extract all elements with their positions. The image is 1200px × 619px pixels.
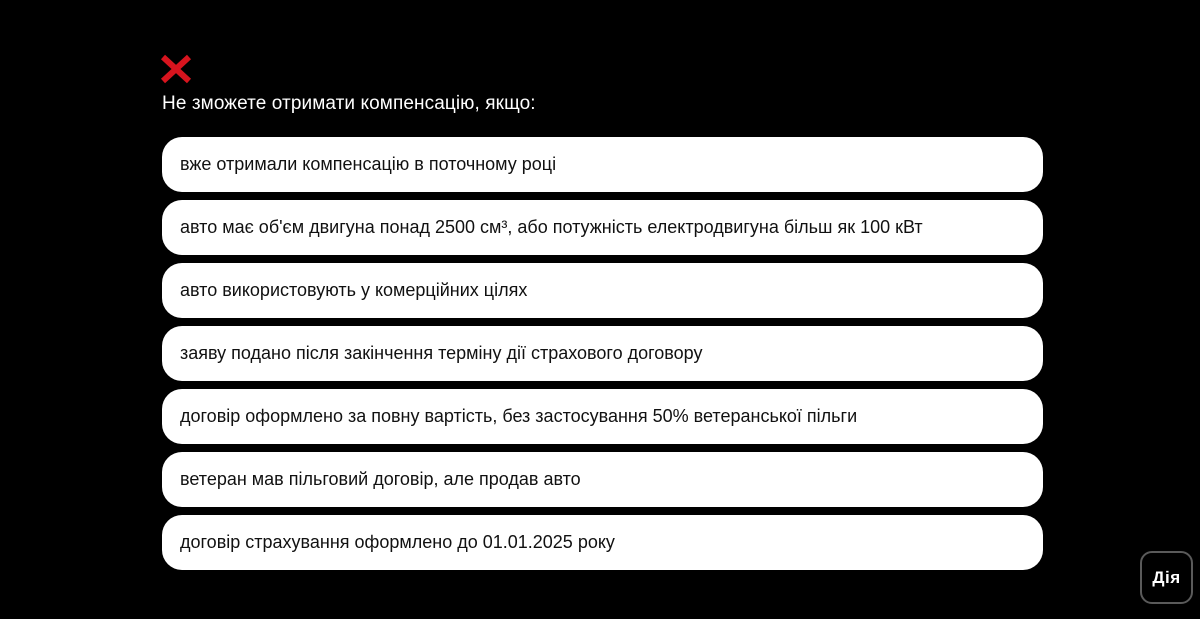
condition-item: договір страхування оформлено до 01.01.2025 року	[162, 515, 1043, 570]
cross-icon	[160, 54, 192, 84]
condition-item: ветеран мав пільговий договір, але продав авто	[162, 452, 1043, 507]
condition-item: вже отримали компенсацію в поточному році	[162, 137, 1043, 192]
condition-item: заяву подано після закінчення терміну дії страхового договору	[162, 326, 1043, 381]
condition-item: авто має об'єм двигуна понад 2500 см³, або потужність електродвигуна більш як 100 кВт	[162, 200, 1043, 255]
condition-item: договір оформлено за повну вартість, без застосування 50% ветеранської пільги	[162, 389, 1043, 444]
section-heading: Не зможете отримати компенсацію, якщо:	[162, 93, 536, 114]
diia-logo: Дія	[1140, 551, 1193, 604]
condition-item: авто використовують у комерційних цілях	[162, 263, 1043, 318]
conditions-list	[162, 137, 1043, 578]
